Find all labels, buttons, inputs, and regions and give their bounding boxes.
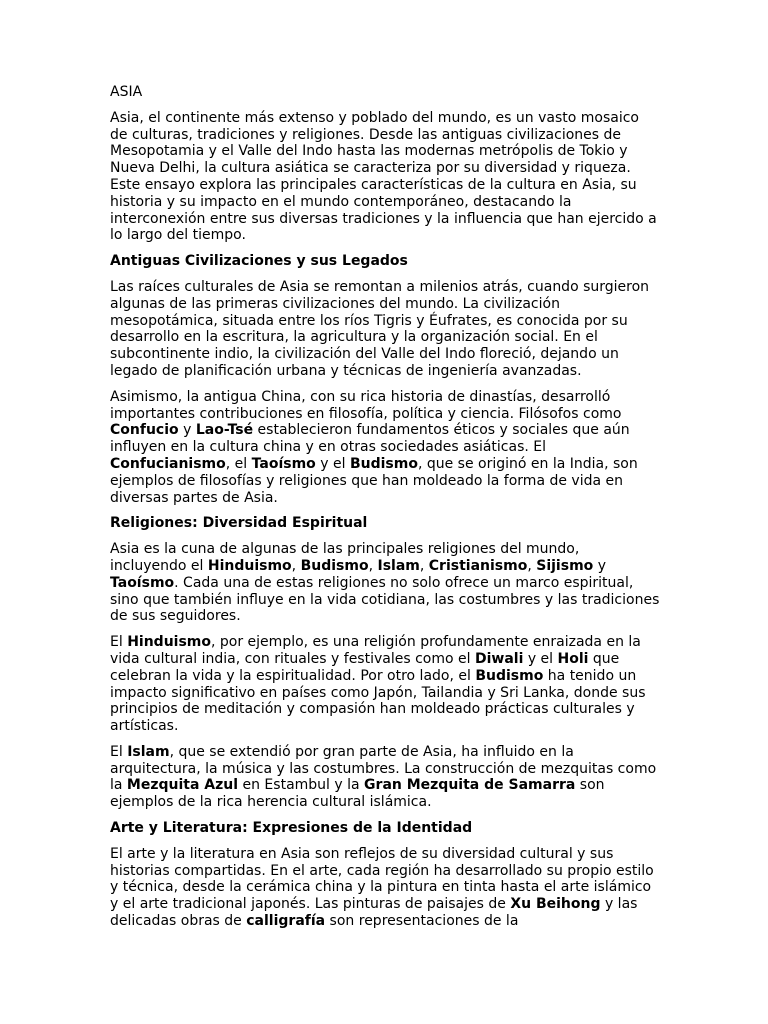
term-gran-mezquita-samarra: Gran Mezquita de Samarra [364, 777, 576, 794]
term-diwali: Diwali [474, 650, 524, 667]
term-budismo: Budismo [349, 455, 418, 472]
document-title: ASIA [110, 84, 143, 100]
section-heading-civilizations: Antiguas Civilizaciones y sus Legados [110, 253, 408, 270]
term-xu-beihong: Xu Beihong [510, 896, 601, 913]
term-taoismo: Taoísmo [110, 574, 175, 591]
term-sijismo: Sijismo [536, 557, 594, 574]
term-islam: Islam [377, 557, 420, 574]
intro-paragraph: Asia, el continente más extenso y poblado del mundo, es un vasto mosaico de culturas, tradiciones y religiones. Desde las antiguas civilizaciones de Mesopotamia y el Valle del Indo hasta las modernas metrópolis de Tokio y Nueva Delhi, la cultura asiática se caracteriza por su diversidad y riqueza. Este ensayo explora las principales características de la cultura en Asia, su historia y su impacto en el mundo contemporáneo, destacando la interconexión entre sus diversas tradiciones y la influencia que han ejercido a lo largo del tiempo. [110, 109, 657, 244]
term-taoismo: Taoísmo [251, 455, 316, 472]
section-heading-religions: Religiones: Diversidad Espiritual [110, 515, 368, 532]
term-confucio: Confucio [110, 422, 179, 439]
paragraph-religions-2: El Hinduismo, por ejemplo, es una religión profundamente enraizada en la vida cultural india, con rituales y festivales como el Diwali y el Holi que celebran la vida y la espiritualidad. Por otro lado, el Budismo ha tenido un impacto significativo en países como Japón, Tailandia y Sri Lanka, donde sus principios de meditación y compasión han moldeado prácticas culturales y artísticas. [110, 634, 646, 735]
paragraph-civilizations-2: Asimismo, la antigua China, con su rica historia de dinastías, desarrolló importantes contribuciones en filosofía, política y ciencia. Filósofos como Confucio y Lao-Tsé establecieron fundamentos éticos y sociales que aún influyen en la cultura china y en otras sociedades asiáticas. El Confucianismo, el Taoísmo y el Budismo, que se originó en la India, son ejemplos de filosofías y religiones que han moldeado la forma de vida en diversas partes de Asia. [110, 388, 638, 506]
term-lao-tse: Lao-Tsé [195, 422, 254, 439]
section-heading-art: Arte y Literatura: Expresiones de la Identidad [110, 820, 473, 837]
term-holi: Holi [557, 650, 589, 667]
term-budismo: Budismo [300, 557, 369, 574]
term-confucianismo: Confucianismo [110, 455, 226, 472]
paragraph-art-1: El arte y la literatura en Asia son reflejos de su diversidad cultural y sus historias compartidas. En el arte, cada región ha desarrollado su propio estilo y técnica, desde la cerámica china y la pintura en tinta hasta el arte islámico y el arte tradicional japonés. Las pinturas de paisajes de Xu Beihong y las delicadas obras de calligrafía son representaciones de la [110, 845, 654, 930]
term-mezquita-azul: Mezquita Azul [126, 777, 239, 794]
term-islam: Islam [127, 743, 170, 760]
term-hinduismo: Hinduismo [207, 557, 292, 574]
term-budismo: Budismo [475, 667, 544, 684]
term-hinduismo: Hinduismo [127, 634, 211, 651]
paragraph-civilizations-1: Las raíces culturales de Asia se remontan a milenios atrás, cuando surgieron algunas de las primeras civilizaciones del mundo. La civilización mesopotámica, situada entre los ríos Tigris y Éufrates, es conocida por su desarrollo en la escritura, la agricultura y la organización social. En el subcontinente indio, la civilización del Valle del Indo floreció, dejando un legado de planificación urbana y técnicas de ingeniería avanzadas. [110, 278, 650, 379]
paragraph-religions-3: El Islam, que se extendió por gran parte de Asia, ha influido en la arquitectura, la música y las costumbres. La construcción de mezquitas como la Mezquita Azul en Estambul y la Gran Mezquita de Samarra son ejemplos de la rica herencia cultural islámica. [110, 743, 657, 811]
paragraph-religions-1: Asia es la cuna de algunas de las principales religiones del mundo, incluyendo el Hinduismo, Budismo, Islam, Cristianismo, Sijismo y Taoísmo. Cada una de estas religiones no solo ofrece un marco espiritual, sino que también influye en la vida cotidiana, las costumbres y las tradiciones de sus seguidores. [110, 541, 660, 625]
term-calligrafia: calligrafía [246, 913, 326, 930]
term-cristianismo: Cristianismo [428, 557, 528, 574]
